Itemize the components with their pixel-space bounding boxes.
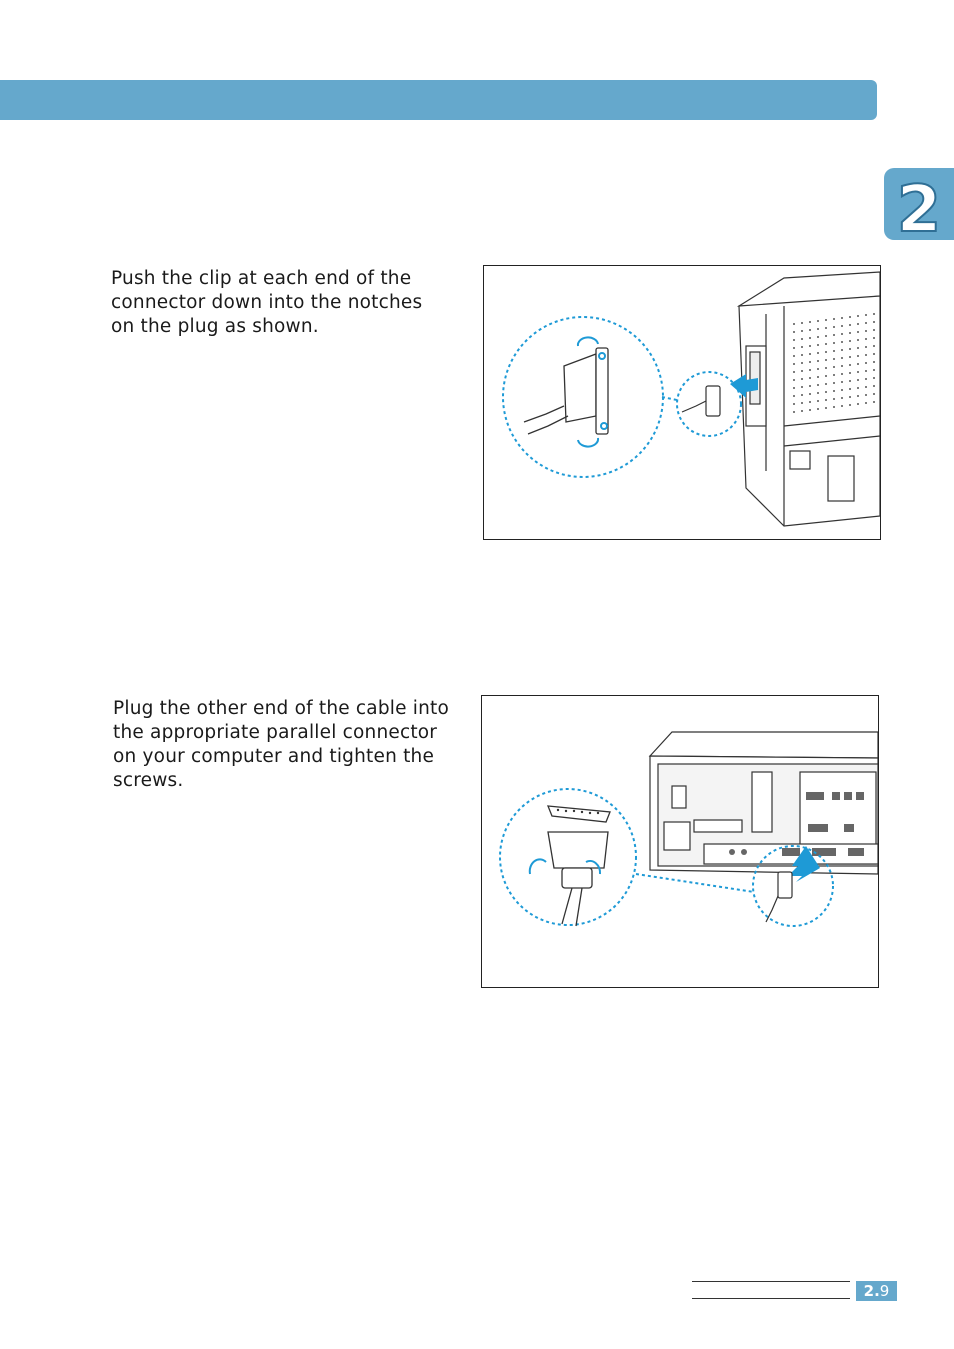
footer-rule-top: [692, 1281, 850, 1282]
page-num: 9: [879, 1282, 890, 1300]
step-instruction-clip: Push the clip at each end of the connector down into the notches on the plug as shown.: [111, 268, 423, 337]
footer-rule-bottom: [692, 1298, 850, 1299]
section-header-bar: [0, 80, 877, 120]
page-chapter: 2.: [863, 1282, 880, 1300]
figure-printer-connector: [483, 265, 881, 540]
computer-connector-illustration: [482, 696, 878, 987]
chapter-number: 2: [896, 173, 942, 240]
step-instruction-computer: Plug the other end of the cable into the appropriate parallel connector on your computer and tighten the screws.: [113, 698, 450, 791]
chapter-number-graphic: [884, 168, 954, 240]
printer-connector-illustration: [484, 266, 880, 539]
chapter-tab: [884, 168, 954, 240]
page-number: [856, 1281, 897, 1301]
figure-computer-connector: [481, 695, 879, 988]
